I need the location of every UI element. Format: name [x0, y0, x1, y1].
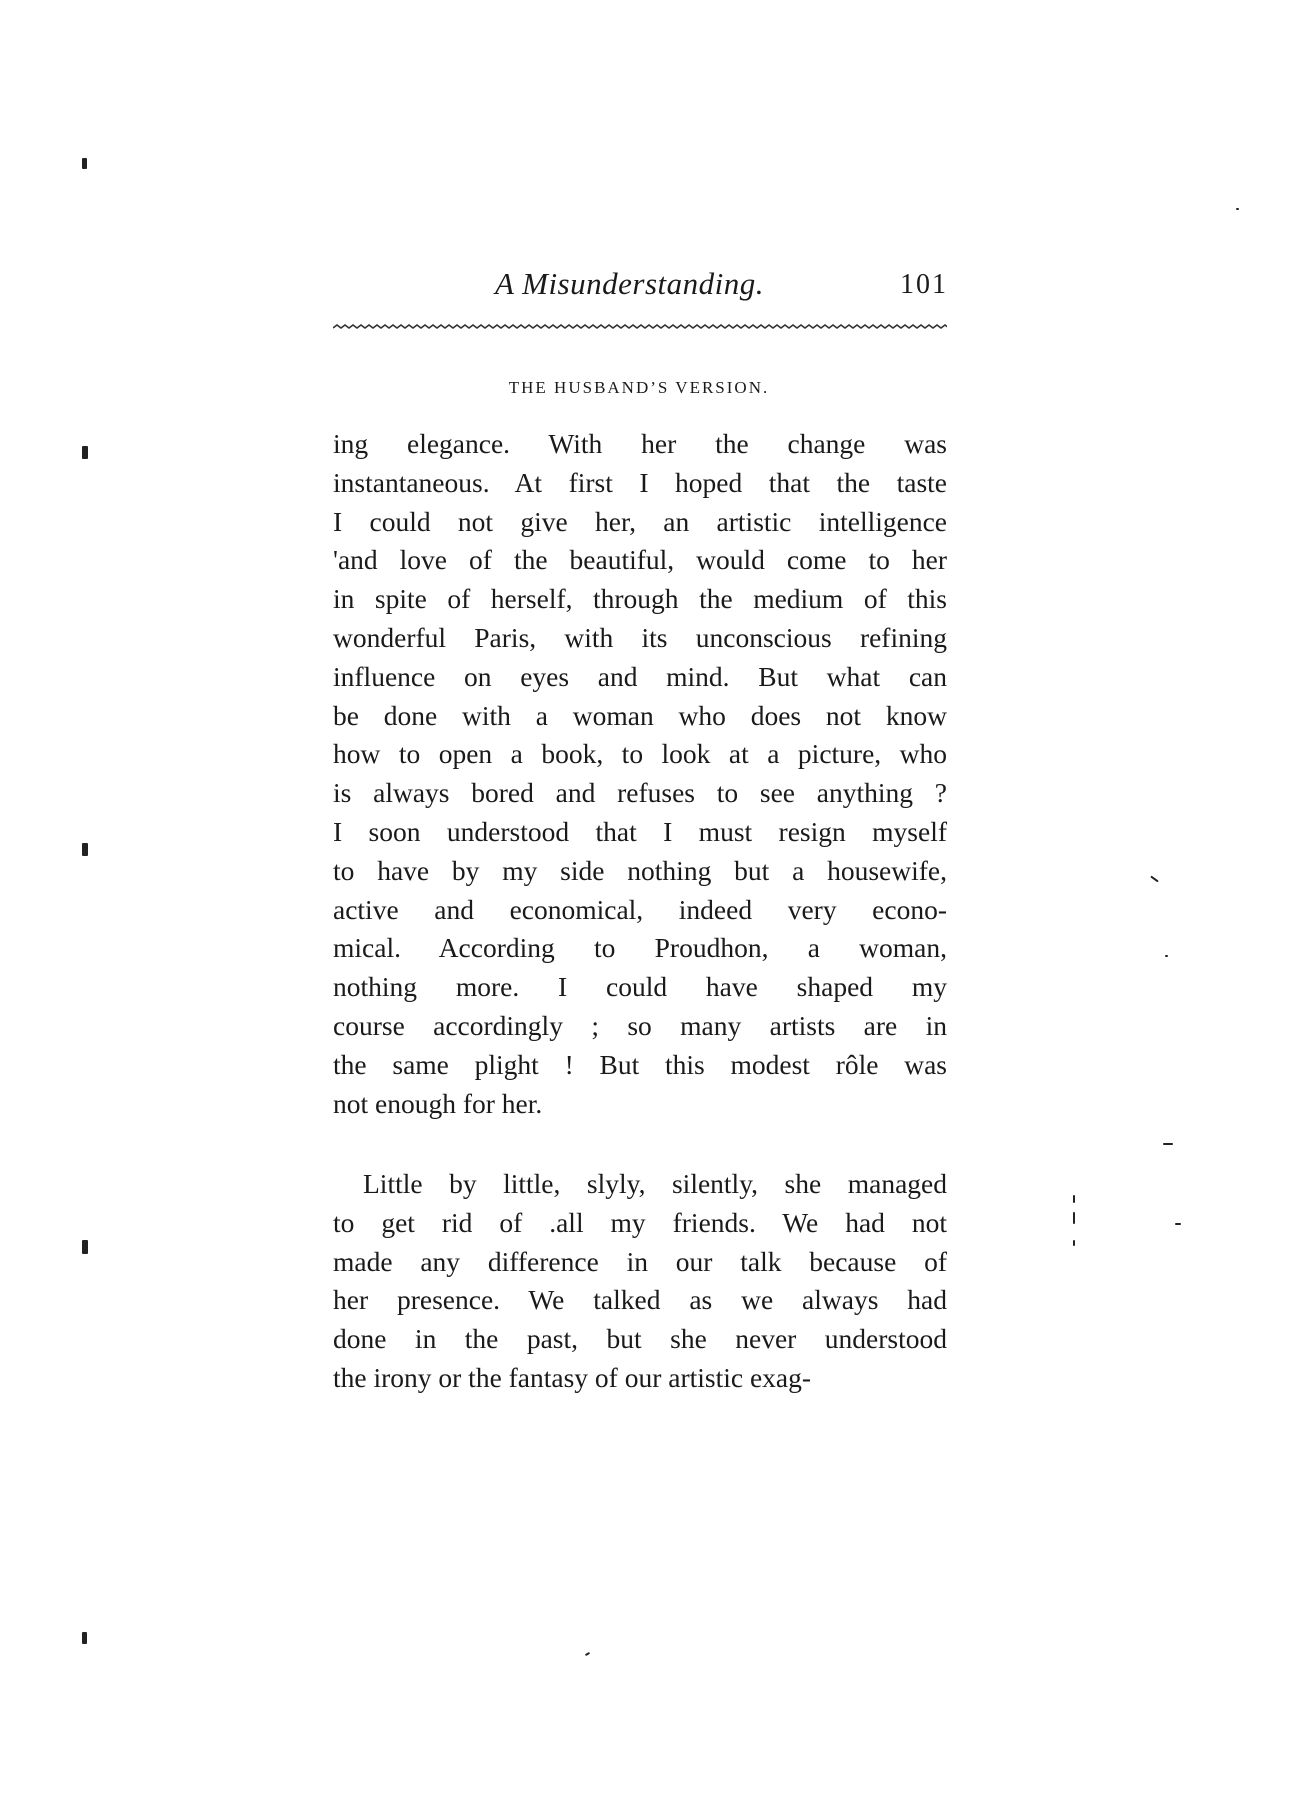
- running-head: [330, 266, 948, 310]
- text-line: done in the past, but she never understood: [333, 1323, 947, 1355]
- text-line: Little by little, slyly, silently, she managed: [363, 1168, 947, 1199]
- text-line: course accordingly ; so many artists are in: [333, 1009, 947, 1041]
- scan-speck: [82, 843, 88, 856]
- scan-speck: [1236, 208, 1239, 210]
- running-title: A Misunderstanding.: [495, 266, 764, 301]
- section-heading: THE HUSBAND’S VERSION.: [508, 378, 770, 397]
- text-line: the irony or the fantasy of our artistic exag-: [333, 1361, 812, 1393]
- scan-speck: [1073, 1212, 1075, 1224]
- scan-speck: [1150, 876, 1159, 883]
- text-line: I could not give her, an artistic intelligence: [333, 505, 947, 537]
- text-line: 'and love of the beautiful, would come to her: [333, 544, 947, 576]
- text-line: to have by my side nothing but a housewife,: [333, 854, 947, 886]
- scan-speck: [82, 158, 87, 169]
- scan-speck: [1073, 1240, 1075, 1246]
- scan-speck: [82, 1632, 87, 1644]
- text-line: nothing more. I could have shaped my: [333, 971, 947, 1003]
- scan-speck: [1165, 955, 1168, 957]
- text-line: is always bored and refuses to see anything ?: [333, 777, 947, 809]
- text-line: influence on eyes and mind. But what can: [333, 660, 947, 692]
- paragraph-1: [333, 425, 947, 1123]
- text-line: how to open a book, to look at a picture, who: [333, 738, 947, 770]
- scan-speck: [82, 1240, 88, 1254]
- text-line: not enough for her.: [333, 1087, 543, 1119]
- scan-speck: [1163, 1143, 1173, 1145]
- scan-speck: [82, 446, 88, 459]
- scan-speck: [1175, 1223, 1181, 1225]
- text-line: the same plight ! But this modest rôle was: [333, 1048, 947, 1080]
- text-line: to get rid of .all my friends. We had not: [333, 1206, 947, 1238]
- text-line: active and economical, indeed very econo-: [333, 893, 947, 925]
- scan-speck: [585, 1652, 590, 1656]
- text-line: instantaneous. At first I hoped that the taste: [333, 466, 947, 498]
- text-line: ing elegance. With her the change was: [333, 428, 947, 459]
- text-line: in spite of herself, through the medium of this: [333, 583, 947, 615]
- text-line: her presence. We talked as we always had: [333, 1284, 947, 1316]
- text-line: wonderful Paris, with its unconscious refining: [333, 621, 947, 653]
- text-line: made any difference in our talk because of: [333, 1245, 947, 1277]
- text-line: be done with a woman who does not know: [333, 699, 947, 731]
- text-line: mical. According to Proudhon, a woman,: [333, 932, 947, 964]
- text-line: I soon understood that I must resign myself: [333, 815, 947, 847]
- page-number: 101: [900, 269, 948, 300]
- ornament-rule: [333, 322, 947, 334]
- scan-speck: [1073, 1195, 1075, 1203]
- paragraph-2: [333, 1165, 947, 1398]
